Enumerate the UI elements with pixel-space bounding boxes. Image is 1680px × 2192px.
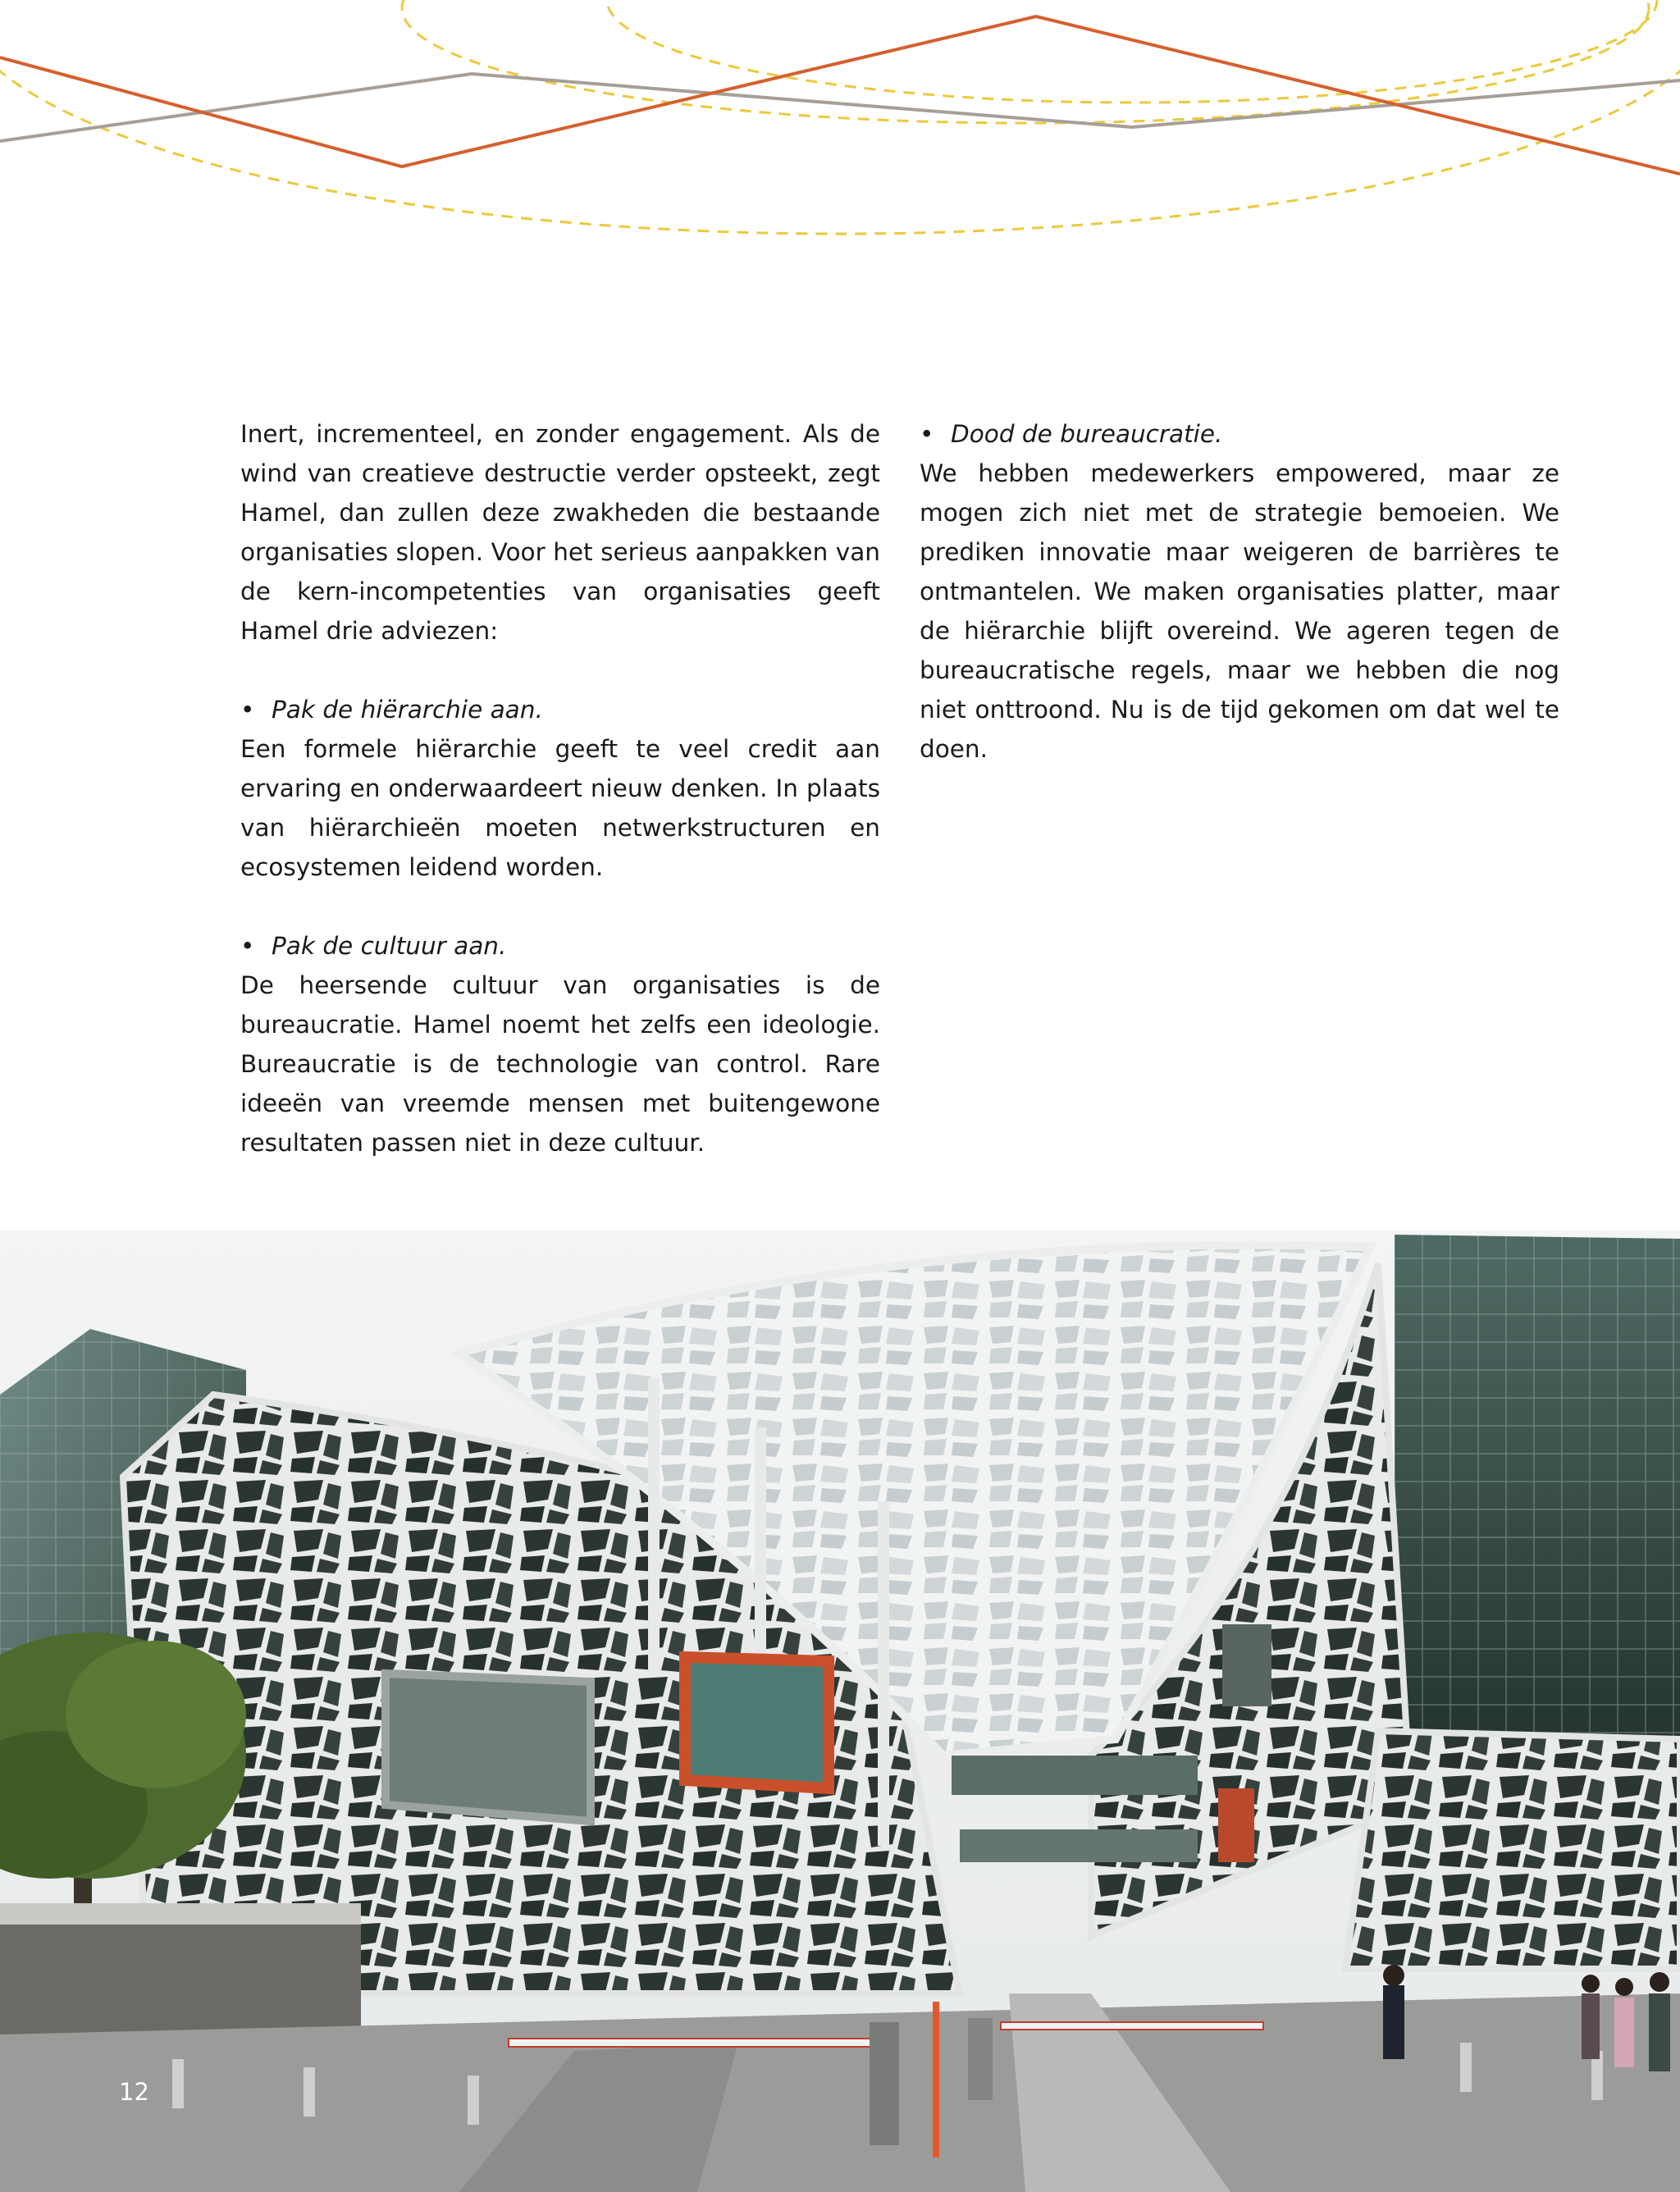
bureaucratie-paragraph: We hebben medewerkers empowered, maar ze mogen zich niet met de strategie bemoeien. We prediken innovatie maar weigeren de barrières te ontmantelen. We maken organisaties platter, maar de hiërarchie blijft overeind. We ageren tegen de bureaucratische regels, maar we hebben die nog niet onttroond. Nu is de tijd gekomen om dat wel te doen. [920,459,1559,763]
barrier-arm [509,2039,878,2047]
bullet-bureaucratie [920,414,1559,454]
bullet-dot: • [240,696,255,724]
header-decoration [0,0,1680,246]
gate-post [968,2018,993,2100]
bullet-hierarchie [240,690,880,729]
bullet-title: Pak de hiërarchie aan. [272,696,543,724]
bullet-title: Dood de bureaucratie. [951,420,1223,448]
small-box-right [1222,1624,1271,1706]
gate-post [870,2022,899,2145]
right-text-column [920,414,1559,769]
bullet-cultuur [240,926,880,966]
bullet-dot: • [920,420,934,448]
sky-bridge [952,1756,1198,1795]
sky-bridge [960,1829,1198,1862]
canopy-column [648,1378,660,1674]
gate-pole-orange [933,2002,939,2158]
gray-box [386,1674,591,1821]
bullet-dot: • [240,932,255,960]
orange-box [685,1657,829,1788]
hierarchie-paragraph: Een formele hiërarchie geeft te veel credit aan ervaring en onderwaardeert nieuw denken. In plaats van hiërarchieën moeten netwerkstructuren en ecosystemen leidend worden. [240,735,880,881]
cultuur-paragraph: De heersende cultuur van organisaties is de bureaucratie. Hamel noemt het zelfs een ideologie. Bureaucratie is de technologie van control. Rare ideeën van vreemde mensen met buitengewone resultaten passen niet in deze cultuur. [240,971,880,1157]
dashed-ellipses [0,0,1680,234]
intro-paragraph: Inert, incrementeel, en zonder engagement. Als de wind van creatieve destructie verder opsteekt, zegt Hamel, dan zullen deze zwakheden die bestaande organisaties slopen. Voor het serieus aanpakken van de kern-incompetenties van organisaties geeft Hamel drie adviezen: [240,420,880,645]
bullet-title: Pak de cultuur aan. [272,932,507,960]
canopy-column [878,1501,889,1846]
page-number: 12 [119,2078,149,2106]
right-low-facade [1345,1731,1680,1969]
dashed-ellipse-mid [607,0,1657,103]
building-photo [0,1231,1680,2192]
gray-zigzag-line [0,74,1680,141]
left-text-column [240,414,880,1162]
barrier-arm [1001,2022,1263,2030]
small-box-right-orange [1218,1788,1254,1862]
